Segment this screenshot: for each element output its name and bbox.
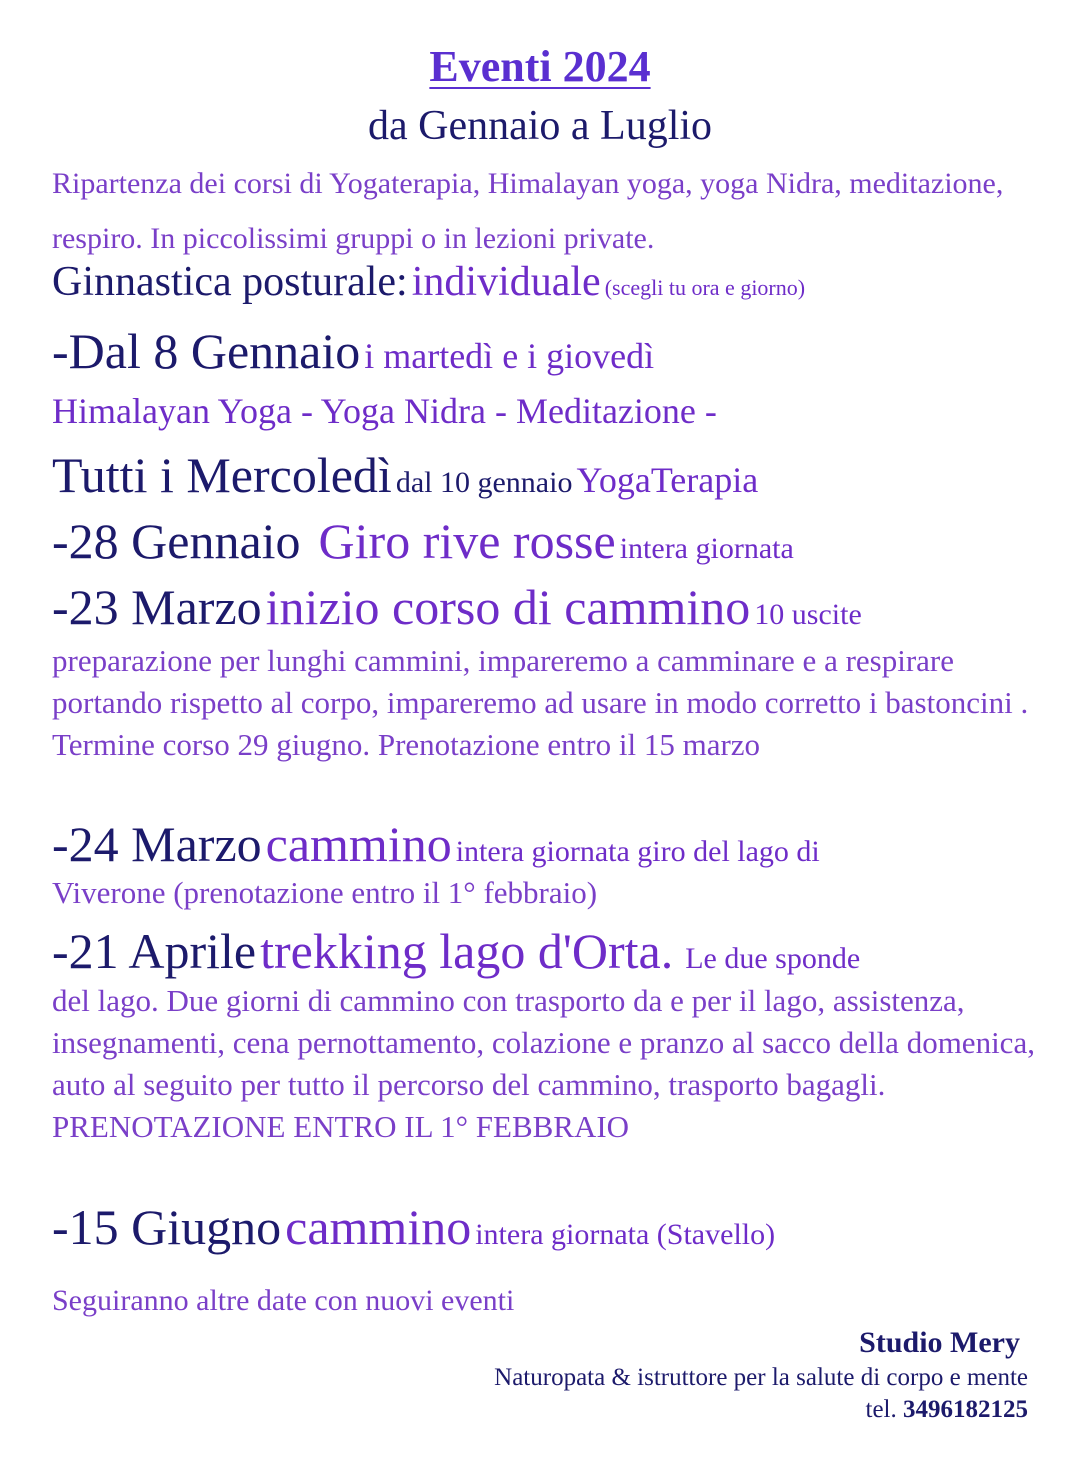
event-detail: Le due sponde: [685, 942, 861, 975]
ginnastica-mode: individuale: [411, 259, 601, 305]
page-subtitle: da Gennaio a Luglio: [367, 103, 713, 149]
event-description: preparazione per lunghi cammini, impareremo a camminare e a respirare portando rispetto al corpo, impareremo ad usare in modo corretto i bastoncini . Termine corso 29 giugno. Prenotazione entro il 15 marzo: [52, 643, 1029, 762]
event-date: -15 Giugno: [52, 1199, 282, 1255]
phone-number: 3496182125: [903, 1396, 1028, 1423]
event-detail: intera giornata (Stavello): [475, 1218, 776, 1251]
event-description: del lago. Due giorni di cammino con trasporto da e per il lago, assistenza, insegnamenti, cena pernottamento, colazione e pranzo al sacco della domenica, auto al seguito per tutto il percorso del cammino, trasporto bagagli. PRENOTAZIONE ENTRO IL 1° FEBBRAIO: [52, 983, 1035, 1144]
event-date: -24 Marzo: [52, 816, 262, 872]
event-detail: dal 10 gennaio: [395, 466, 573, 499]
event-date: -Dal 8 Gennaio: [52, 323, 361, 379]
intro-text: Ripartenza dei corsi di Yogaterapia, Himalayan yoga, yoga Nidra, meditazione, respiro. In piccolissimi gruppi o in lezioni private.: [52, 167, 1004, 255]
page-title: Eventi 2024: [429, 42, 651, 91]
event-detail: intera giornata: [619, 532, 794, 565]
studio-description: Naturopata & istruttore per la salute di corpo e mente: [494, 1364, 1028, 1391]
event-date: -21 Aprile: [52, 923, 257, 979]
event-23-marzo: [52, 578, 1052, 636]
event-detail: 10 uscite: [754, 598, 862, 631]
event-name: inizio corso di cammino: [265, 579, 751, 635]
event-date: -23 Marzo: [52, 579, 262, 635]
event-21-aprile: [52, 922, 1052, 980]
ginnastica-note: (scegli tu ora e giorno): [604, 275, 806, 300]
ginnastica-label: Ginnastica posturale:: [52, 259, 408, 305]
event-name: cammino: [265, 816, 452, 872]
event-dal-8-gennaio: [52, 322, 1052, 380]
event-date: -28 Gennaio: [52, 513, 301, 569]
event-24-marzo: [52, 815, 1052, 873]
ginnastica-line: [52, 258, 1052, 306]
event-detail: i martedì e i giovedì: [364, 336, 655, 376]
event-28-gennaio: [52, 512, 1052, 570]
studio-name: Studio Mery: [859, 1326, 1020, 1359]
event-description: Viverone (prenotazione entro il 1° febbraio): [52, 875, 598, 910]
event-15-giugno: [52, 1198, 1052, 1256]
event-name: trekking lago d'Orta.: [260, 923, 674, 979]
event-name: cammino: [285, 1199, 472, 1255]
studio-phone: [866, 1396, 1029, 1424]
event-mercoledi: [52, 446, 1052, 504]
event-date: Tutti i Mercoledì: [52, 447, 392, 503]
closing-text: Seguiranno altre date con nuovi eventi: [52, 1284, 515, 1317]
event-courses-line: Himalayan Yoga - Yoga Nidra - Meditazione -: [52, 391, 717, 431]
event-detail: intera giornata giro del lago di: [455, 835, 820, 868]
event-name: YogaTerapia: [576, 460, 759, 500]
event-name: Giro rive rosse: [318, 513, 616, 569]
phone-label: tel.: [865, 1396, 897, 1423]
